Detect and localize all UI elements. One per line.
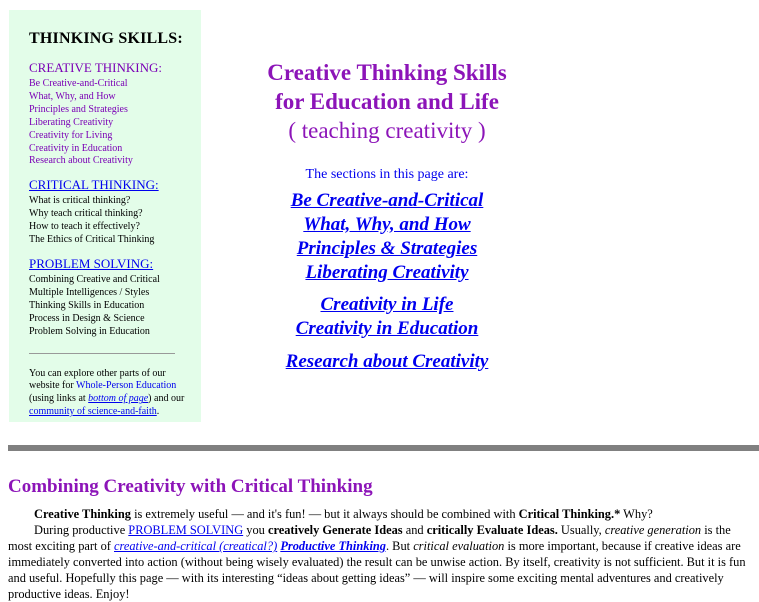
horizontal-divider: [8, 445, 759, 451]
section-link-creativity-in-education[interactable]: Creativity in Education: [295, 318, 479, 339]
problem-solving-list: [29, 274, 201, 339]
sidebar-item-what-is-critical-thinking: What is critical thinking?: [29, 195, 131, 207]
sidebar-item-combining-creative-critical: Combining Creative and Critical: [29, 273, 160, 285]
sidebar-item-why-teach-critical-thinking: Why teach critical thinking?: [29, 208, 143, 220]
critical-thinking-link[interactable]: CRITICAL THINKING:: [29, 177, 159, 193]
paragraph-text: is the most exciting part of: [8, 523, 731, 553]
sidebar-item-creativity-in-education[interactable]: Creativity in Education: [29, 142, 123, 154]
creative-thinking-section: [29, 60, 201, 168]
sidebar-item-process-design-science: Process in Design & Science: [29, 312, 145, 324]
sidebar-item-how-to-teach: How to teach it effectively?: [29, 221, 140, 233]
note-text: ) and our: [148, 393, 185, 405]
bold-text: Creative Thinking: [34, 507, 131, 521]
sidebar-item-creativity-for-living[interactable]: Creativity for Living: [29, 129, 113, 141]
sidebar-item-problem-solving-education: Problem Solving in Education: [29, 325, 150, 337]
creative-thinking-heading: CREATIVE THINKING:: [29, 60, 162, 75]
section-link-be-creative-and-critical[interactable]: Be Creative-and-Critical: [290, 190, 484, 211]
sections-intro: The sections in this page are:: [305, 167, 469, 182]
note-text: .: [156, 406, 160, 418]
sidebar-item-thinking-skills-education: Thinking Skills in Education: [29, 299, 145, 311]
paragraph-text: Why?: [620, 507, 653, 521]
page-subtitle: ( teaching creativity ): [288, 118, 486, 143]
creative-thinking-list: [29, 78, 201, 168]
paragraph-text: is more important, because if creative ideas are immediately converted into action (without being wisely evaluated) the result can be unwise action. By itself, creativity is not sufficient. But it is fun and useful. Hopefully this page — with its interesting “ideas about getting ideas” — will inspire some exciting mental adventures and creatively productive ideas. Enjoy!: [8, 539, 746, 601]
italic-text: critical evaluation: [413, 539, 505, 553]
paragraph-text: Usually,: [557, 523, 605, 537]
science-and-faith-link[interactable]: community of science-and-faith: [29, 406, 157, 418]
page-title-line-2: for Education and Life: [275, 89, 499, 114]
bottom-of-page-link[interactable]: bottom of page: [88, 393, 149, 405]
note-text: You can explore other parts of our website for: [29, 367, 166, 392]
paragraph-1: [8, 506, 756, 522]
section-link-principles-strategies[interactable]: Principles & Strategies: [296, 238, 478, 259]
paragraph-text: and: [402, 523, 427, 537]
section-link-liberating-creativity[interactable]: Liberating Creativity: [305, 262, 469, 283]
bold-text: creatively Generate Ideas: [267, 523, 403, 537]
italic-text: creative generation: [604, 523, 702, 537]
sidebar-item-be-creative-and-critical[interactable]: Be Creative-and-Critical: [29, 78, 128, 89]
sidebar-item-multiple-intelligences: Multiple Intelligences / Styles: [29, 286, 150, 298]
critical-thinking-list: [29, 195, 201, 247]
sidebar-explore-note: [29, 368, 187, 420]
sidebar-item-ethics-critical-thinking: The Ethics of Critical Thinking: [29, 234, 155, 246]
paragraph-2: [8, 522, 756, 602]
productive-thinking-link[interactable]: Productive Thinking: [280, 539, 386, 553]
whole-person-education-link[interactable]: Whole-Person Education: [76, 380, 177, 392]
section-link-what-why-how[interactable]: What, Why, and How: [303, 214, 471, 235]
bold-text: critically Evaluate Ideas.: [426, 523, 558, 537]
note-text: (using links at: [29, 393, 89, 405]
problem-solving-link[interactable]: PROBLEM SOLVING:: [29, 255, 154, 271]
paragraph-text: you: [243, 523, 268, 537]
sidebar-item-liberating-creativity[interactable]: Liberating Creativity: [29, 116, 114, 128]
critical-thinking-section: [29, 177, 201, 247]
section-heading: Combining Creativity with Critical Thinking: [8, 476, 373, 497]
main-content: [8, 476, 756, 602]
section-links: [205, 189, 569, 374]
problem-solving-inline-link[interactable]: PROBLEM SOLVING: [128, 523, 244, 537]
paragraph-text: is extremely useful — and it's fun! — but it always should be combined with: [130, 507, 519, 521]
creative-and-critical-link[interactable]: creative-and-critical (creatical?): [114, 539, 278, 553]
sidebar-title: THINKING SKILLS:: [29, 30, 183, 47]
sidebar-item-what-why-how[interactable]: What, Why, and How: [29, 90, 116, 102]
sidebar-item-principles-strategies[interactable]: Principles and Strategies: [29, 103, 128, 115]
paragraph-text: . But: [385, 539, 414, 553]
page-header: [205, 58, 569, 374]
sidebar-panel: [9, 10, 201, 422]
problem-solving-section: [29, 256, 201, 339]
section-link-creativity-in-life[interactable]: Creativity in Life: [320, 294, 454, 315]
page-title-line-1: Creative Thinking Skills: [267, 60, 507, 85]
paragraph-text: During productive: [34, 523, 129, 537]
sidebar-divider: [29, 353, 175, 354]
section-link-research-about-creativity[interactable]: Research about Creativity: [285, 351, 489, 372]
bold-text: Critical Thinking.*: [518, 507, 621, 521]
sidebar-item-research-about-creativity[interactable]: Research about Creativity: [29, 155, 133, 167]
